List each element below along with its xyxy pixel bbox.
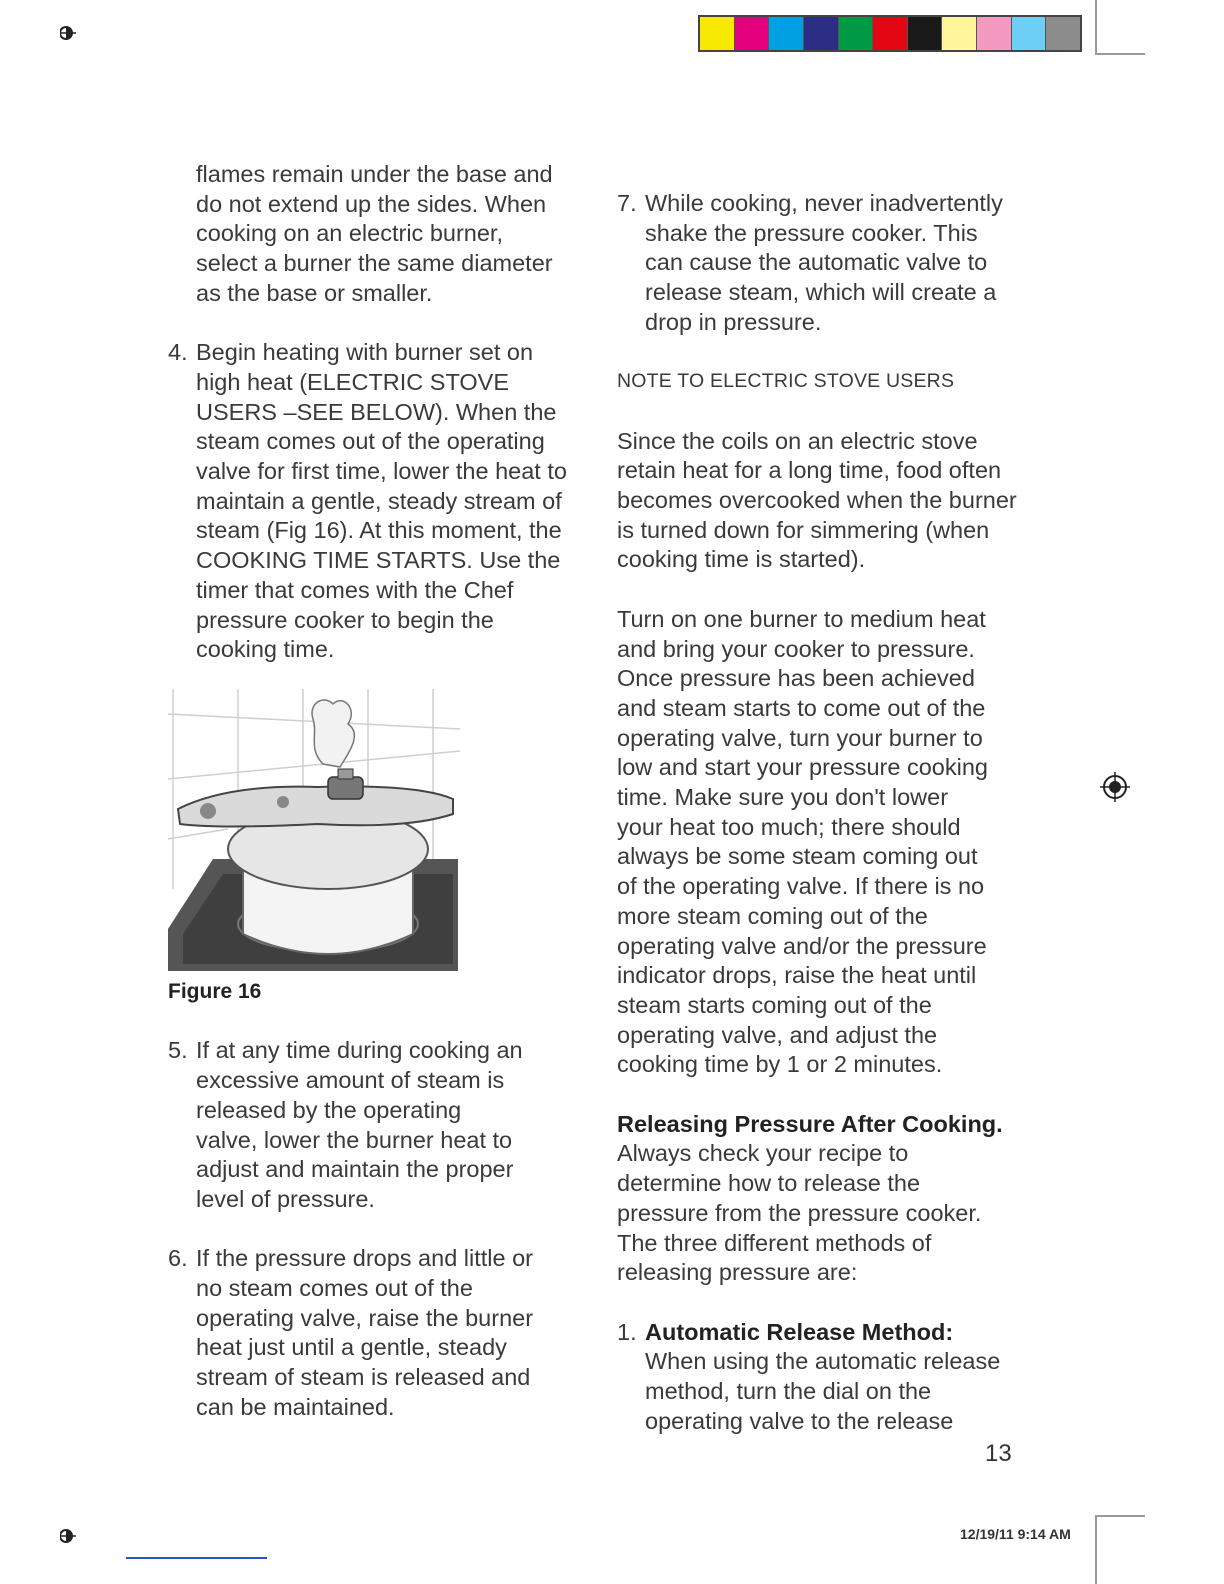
crop-mark-top-horizontal [1095, 53, 1145, 55]
note-heading: NOTE TO ELECTRIC STOVE USERS [617, 370, 955, 393]
step-6-number: 6. [168, 1245, 188, 1272]
step-7-number: 7. [617, 190, 637, 216]
method-1-title: Automatic Release Method: [645, 1318, 954, 1345]
footer-link-underline [126, 1557, 267, 1559]
releasing-text: Always check your recipe to determine how to release the pressure from the pressure cooker. The three different methods of releasing pressure are: [617, 1140, 982, 1286]
crop-mark-bottom-horizontal [1095, 1515, 1145, 1517]
step-7 [617, 189, 1017, 338]
step-6-text: If the pressure drops and little or no steam comes out of the operating valve, raise the burner heat just until a gentle, steady stream of steam is released and can be maintained. [196, 1245, 534, 1420]
step-7-text: While cooking, never inadvertently shake the pressure cooker. This can cause the automatic valve to release steam, which will create a drop in pressure. [645, 190, 1003, 335]
releasing-heading: Releasing Pressure After Cooking. [617, 1110, 1003, 1137]
registration-mark-bottom-left [60, 1525, 76, 1547]
left-column-lower [168, 977, 568, 1423]
page-number: 13 [985, 1440, 1012, 1467]
color-swatch [1012, 17, 1047, 50]
method-1-number: 1. [617, 1318, 637, 1345]
right-column [617, 189, 1017, 1436]
color-swatch [700, 17, 735, 50]
crop-mark-top-vertical [1095, 0, 1097, 55]
color-swatch [839, 17, 874, 50]
color-swatch [873, 17, 908, 50]
method-1 [617, 1318, 1017, 1437]
step-4-number: 4. [168, 339, 188, 366]
footer-timestamp: 12/19/11 9:14 AM [960, 1526, 1071, 1542]
note-paragraph-1: Since the coils on an electric stove retain heat for a long time, food often becomes overcooked when the burner is turned down for simmering (when cooking time is started). [617, 427, 1017, 573]
step-4-text: Begin heating with burner set on high heat (ELECTRIC STOVE USERS –SEE BELOW). When the steam comes out of the operating valve for first time, lower the heat to maintain a gentle, steady stream of steam (Fig 16). At this moment, the COOKING TIME STARTS. Use the timer that comes with the Chef pressure cooker to begin the cooking time. [196, 339, 567, 663]
color-swatch [735, 17, 770, 50]
step-6 [168, 1244, 568, 1422]
figure-16-illustration [168, 689, 460, 971]
step-5-number: 5. [168, 1037, 188, 1064]
note-paragraph-2: Turn on one burner to medium heat and bring your cooker to pressure. Once pressure has been achieved and steam starts to come out of the operating valve, turn your burner to low and start your pressure cooking time. Make sure you don't lower your heat too much; there should always be some steam coming out of the operating valve. If there is no more steam coming out of the operating valve and/or the pressure indicator drops, raise the heat until steam starts coming out of the operating valve, and adjust the cooking time by 1 or 2 minutes. [617, 605, 988, 1078]
color-swatch [804, 17, 839, 50]
left-column [168, 160, 568, 665]
step-5-text: If at any time during cooking an excessive amount of steam is released by the operating valve, lower the burner heat to adjust and maintain the proper level of pressure. [196, 1037, 523, 1212]
color-swatch [977, 17, 1012, 50]
method-1-text: When using the automatic release method, turn the dial on the operating valve to the release [645, 1348, 1001, 1434]
color-calibration-bar [698, 15, 1082, 52]
step-4 [168, 338, 568, 665]
registration-mark-top-left [60, 22, 76, 44]
registration-target [1098, 770, 1132, 804]
continuation-paragraph: flames remain under the base and do not extend up the sides. When cooking on an electric burner, select a burner the same diameter as the base or smaller. [196, 161, 553, 306]
color-swatch [908, 17, 943, 50]
figure-caption: Figure 16 [168, 980, 262, 1003]
color-swatch [942, 17, 977, 50]
step-5 [168, 1036, 568, 1214]
color-swatch [769, 17, 804, 50]
crop-mark-bottom-vertical [1095, 1515, 1097, 1584]
color-swatch [1046, 17, 1080, 50]
